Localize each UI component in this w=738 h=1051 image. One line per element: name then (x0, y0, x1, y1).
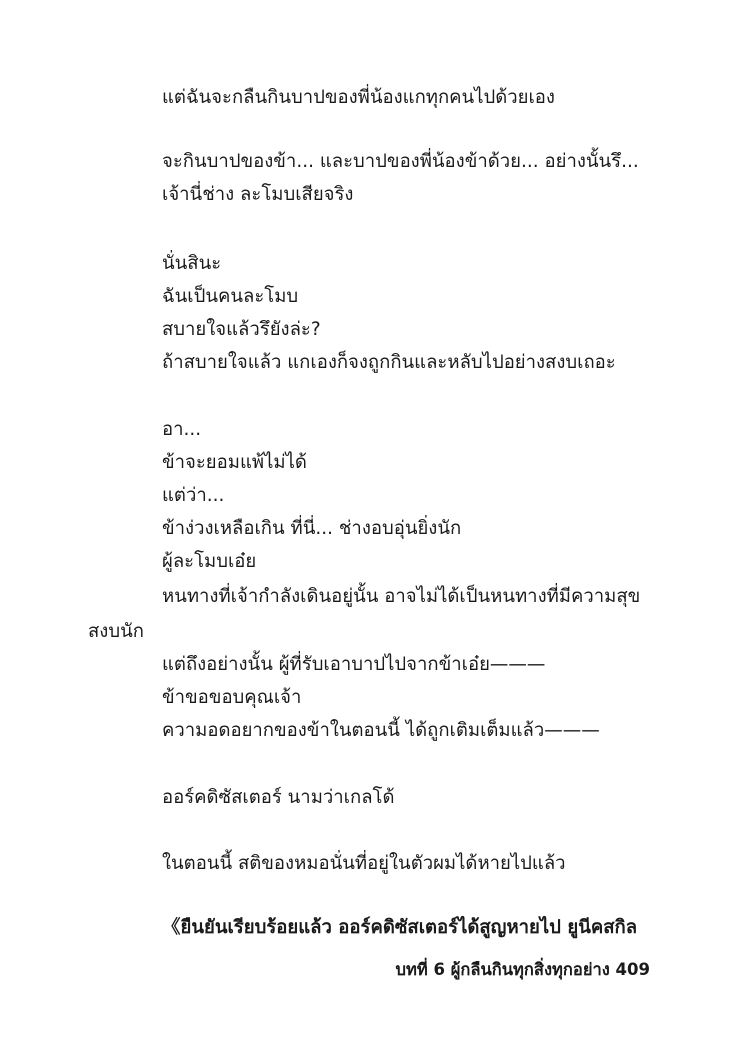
text-line: สบายใจแล้วรึยังล่ะ? (162, 319, 321, 340)
text-line: ข้าง่วงเหลือเกิน ที่นี่... ช่างอบอุ่นยิ่งนัก (162, 518, 462, 539)
running-footer: บทที่ 6 ผู้กลืนกินทุกสิ่งทุกอย่าง 409 (395, 960, 650, 979)
text-line: อา... (162, 419, 202, 440)
text-line: ข้าขอขอบคุณเจ้า (162, 687, 302, 708)
text-line: จะกินบาปของข้า... และบาปของพี่น้องข้าด้วย... อย่างนั้นรึ... (162, 151, 639, 172)
text-line: แต่ว่า... (162, 485, 225, 506)
text-line: ฉันเป็นคนละโมบ (162, 286, 299, 307)
text-line: ถ้าสบายใจแล้ว แกเองก็จงถูกกินและหลับไปอย่างสงบเถอะ (162, 352, 616, 373)
text-line: แต่ฉันจะกลืนกินบาปของพี่น้องแกทุกคนไปด้วยเอง (162, 87, 555, 108)
text-line: แต่ถึงอย่างนั้น ผู้ที่รับเอาบาปไปจากข้าเอ๋ย——— (162, 654, 546, 675)
text-line: ในตอนนี้ สติของหมอนั่นที่อยู่ในตัวผมได้หายไปแล้ว (162, 853, 566, 874)
text-line: หนทางที่เจ้ากำลังเดินอยู่นั้น อาจไม่ได้เป็นหนทางที่มีความสุข (162, 586, 641, 607)
text-line: ผู้ละโมบเอ๋ย (162, 551, 257, 572)
text-line: ข้าจะยอมแพ้ไม่ได้ (162, 452, 307, 473)
text-line: เจ้านี่ช่าง ละโมบเสียจริง (162, 184, 354, 205)
text-line: สงบนัก (88, 621, 144, 642)
system-message-line: 《ยืนยันเรียบร้อยแล้ว ออร์คดิซัสเตอร์ได้สูญหายไป ยูนีคสกิล (162, 917, 638, 938)
text-line: ออร์คดิซัสเตอร์ นามว่าเกลโด้ (162, 787, 395, 808)
text-line: นั่นสินะ (162, 253, 222, 274)
text-line: ความอดอยากของข้าในตอนนี้ ได้ถูกเติมเต็มแล้ว——— (162, 720, 600, 741)
